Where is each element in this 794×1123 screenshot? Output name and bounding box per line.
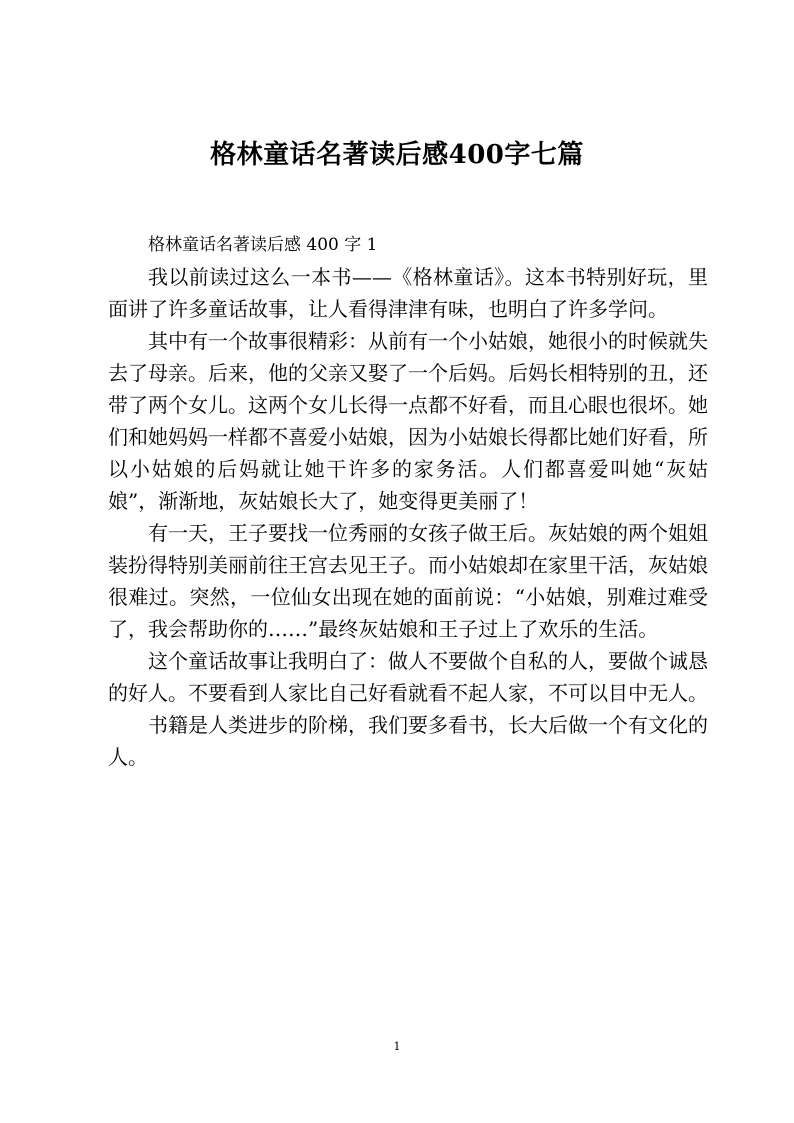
paragraph-4: 这个童话故事让我明白了：做人不要做个自私的人，要做个诚恳的好人。不要看到人家比自己好看就看不起人家，不可以目中无人。 [108, 649, 708, 705]
paragraph-2: 其中有一个故事很精彩：从前有一个小姑娘，她很小的时候就失去了母亲。后来，他的父亲又娶了一个后妈。后妈长相特别的丑，还带了两个女儿。这两个女儿长得一点都不好看，而且心眼也很坏。她们和她妈妈一样都不喜爱小姑娘，因为小姑娘长得都比她们好看，所以小姑娘的后妈就让她干许多的家务活。人们都喜爱叫她“灰姑娘”，渐渐地，灰姑娘长大了，她变得更美丽了！ [108, 329, 708, 513]
paragraph-1: 我以前读过这么一本书——《格林童话》。这本书特别好玩，里面讲了许多童话故事，让人看得津津有味，也明白了许多学问。 [108, 265, 708, 321]
section-heading: 格林童话名著读后感 400 字 1 [148, 235, 378, 255]
paragraph-3: 有一天，王子要找一位秀丽的女孩子做王后。灰姑娘的两个姐姐装扮得特别美丽前往王宫去见王子。而小姑娘却在家里干活，灰姑娘很难过。突然，一位仙女出现在她的面前说：“小姑娘，别难过难受了，我会帮助你的……”最终灰姑娘和王子过上了欢乐的生活。 [108, 521, 708, 641]
document-body [108, 229, 708, 773]
paragraph-5: 书籍是人类进步的阶梯，我们要多看书，长大后做一个有文化的人。 [108, 713, 708, 769]
page-number: 1 [393, 1040, 401, 1053]
document-title: 格林童话名著读后感400字七篇 [210, 140, 584, 170]
